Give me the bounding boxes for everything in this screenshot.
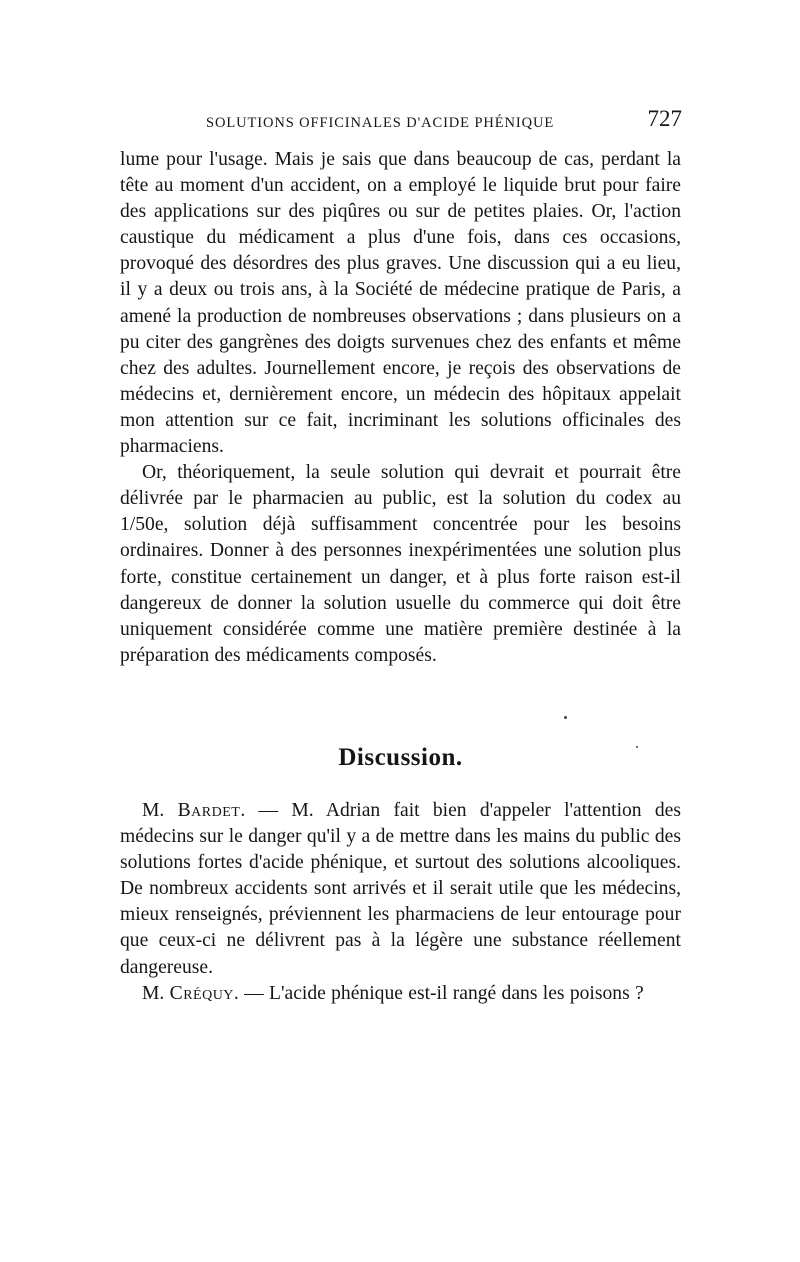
speaker-2-text: . — L'acide phénique est-il rangé dans les poisons ?	[233, 982, 644, 1004]
page-number: 727	[647, 106, 682, 131]
paragraph-2: Or, théoriquement, la seule solution qui devrait et pourrait être délivrée par le pharmacien au public, est la solution du codex au 1/50e, solution déjà suffisamment concentrée pour les besoins ordinaires. Donner à des personnes inexpérimentées une solution plus forte, constitue certainement un danger, et à plus forte raison est-il dangereux de donner la solution usuelle du commerce qui doit être uniquement considérée comme une matière première destinée à la préparation des médicaments composés.	[120, 462, 681, 666]
speaker-1-prefix: M.	[142, 800, 178, 821]
speaker-1-paragraph	[120, 798, 681, 981]
speaker-1-name: Bardet	[177, 800, 241, 821]
ink-speck	[636, 746, 638, 748]
paragraph-1: lume pour l'usage. Mais je sais que dans beaucoup de cas, perdant la tête au moment d'un accident, on a employé le liquide brut pour faire des applications sur des piqûres ou sur de petites plaies. Or, l'action caustique du médicament a plus d'une fois, dans ces occasions, provoqué des désordres des plus graves. Une discussion qui a eu lieu, il y a deux ou trois ans, à la Société de médecine pratique de Paris, a amené la production de nombreuses observations ; dans plusieurs on a pu citer des gangrènes des doigts survenues chez des enfants et même chez des adultes. Journellement encore, je reçois des observations de médecins et, dernièrement encore, un médecin des hôpitaux appelait mon attention sur ce fait, incriminant les solutions officinales des pharmaciens.	[120, 149, 681, 458]
section-heading: Discussion.	[338, 744, 463, 771]
speaker-2-paragraph	[120, 981, 681, 1007]
speaker-2-prefix: M.	[142, 982, 170, 1004]
running-title: SOLUTIONS OFFICINALES D'ACIDE PHÉNIQUE	[206, 115, 555, 131]
speaker-2-name: Créquy	[169, 982, 234, 1004]
speaker-1-text: . — M. Adrian fait bien d'appeler l'attention des médecins sur le danger qu'il y a de mettre dans les mains du public des solutions fortes d'acide phénique, et surtout des solutions alcooliques. De nombreux accidents sont arrivés et il serait utile que les médecins, mieux renseignés, préviennent les pharmaciens de leur entourage pour que ceux-ci ne délivrent pas à la légère une substance réellement dangereuse.	[120, 800, 681, 978]
discussion-text	[120, 798, 681, 1007]
main-text	[120, 147, 681, 669]
running-head	[120, 106, 684, 136]
ink-speck	[564, 716, 567, 719]
